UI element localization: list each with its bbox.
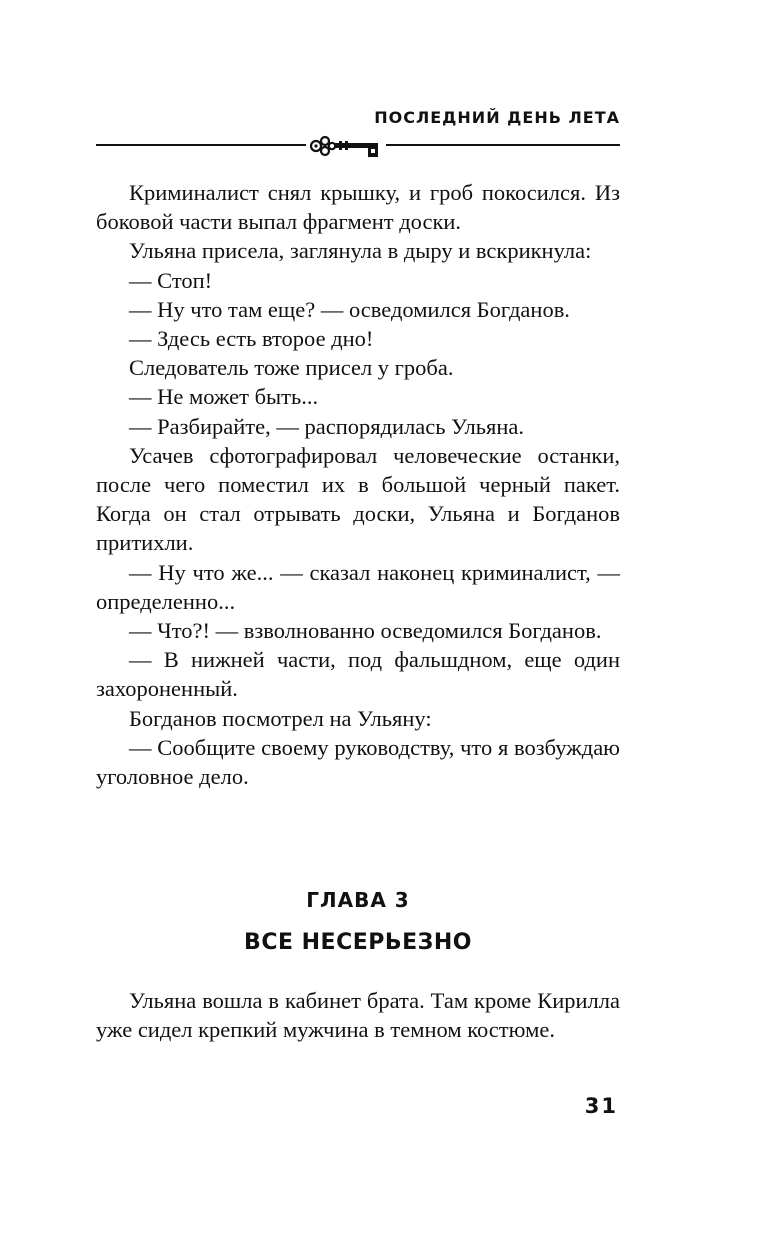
running-head: ПОСЛЕДНИЙ ДЕНЬ ЛЕТА	[374, 108, 620, 127]
paragraph: — Сообщите своему руководству, что я возбуждаю уголовное дело.	[96, 734, 620, 790]
page-number: 31	[584, 1094, 618, 1118]
body-text	[96, 178, 620, 791]
paragraph: Усачев сфотографировал человеческие останки, после чего поместил их в большой черный пакет. Когда он стал отрывать доски, Ульяна и Богданов притихли.	[96, 442, 620, 556]
paragraph: — Разбирайте, — распорядилась Ульяна.	[129, 413, 525, 439]
paragraph: Ульяна вошла в кабинет брата. Там кроме Кирилла уже сидел крепкий мужчина в темном костюме.	[96, 988, 620, 1043]
paragraph: — Ну что там еще? — осведомился Богданов.	[129, 296, 570, 322]
key-icon	[306, 131, 386, 161]
paragraph: — Стоп!	[129, 267, 213, 293]
paragraph: Ульяна присела, заглянула в дыру и вскрикнула:	[129, 238, 592, 264]
paragraph: — Здесь есть второе дно!	[129, 326, 374, 352]
chapter-text	[96, 986, 620, 1044]
chapter-number: ГЛАВА 3	[306, 888, 410, 912]
paragraph: Богданов посмотрел на Ульяну:	[129, 705, 432, 731]
paragraph: — В нижней части, под фальшдном, еще один захороненный.	[96, 647, 620, 702]
paragraph: — Что?! — взволнованно осведомился Богданов.	[129, 618, 602, 644]
chapter-title: ВСЕ НЕСЕРЬЕЗНО	[244, 930, 472, 955]
paragraph: — Не может быть...	[129, 384, 319, 410]
paragraph: Следователь тоже присел у гроба.	[129, 355, 454, 381]
paragraph: — Ну что же... — сказал наконец криминалист, — определенно...	[96, 559, 620, 614]
paragraph: Криминалист снял крышку, и гроб покосился. Из боковой части выпал фрагмент доски.	[96, 180, 620, 235]
